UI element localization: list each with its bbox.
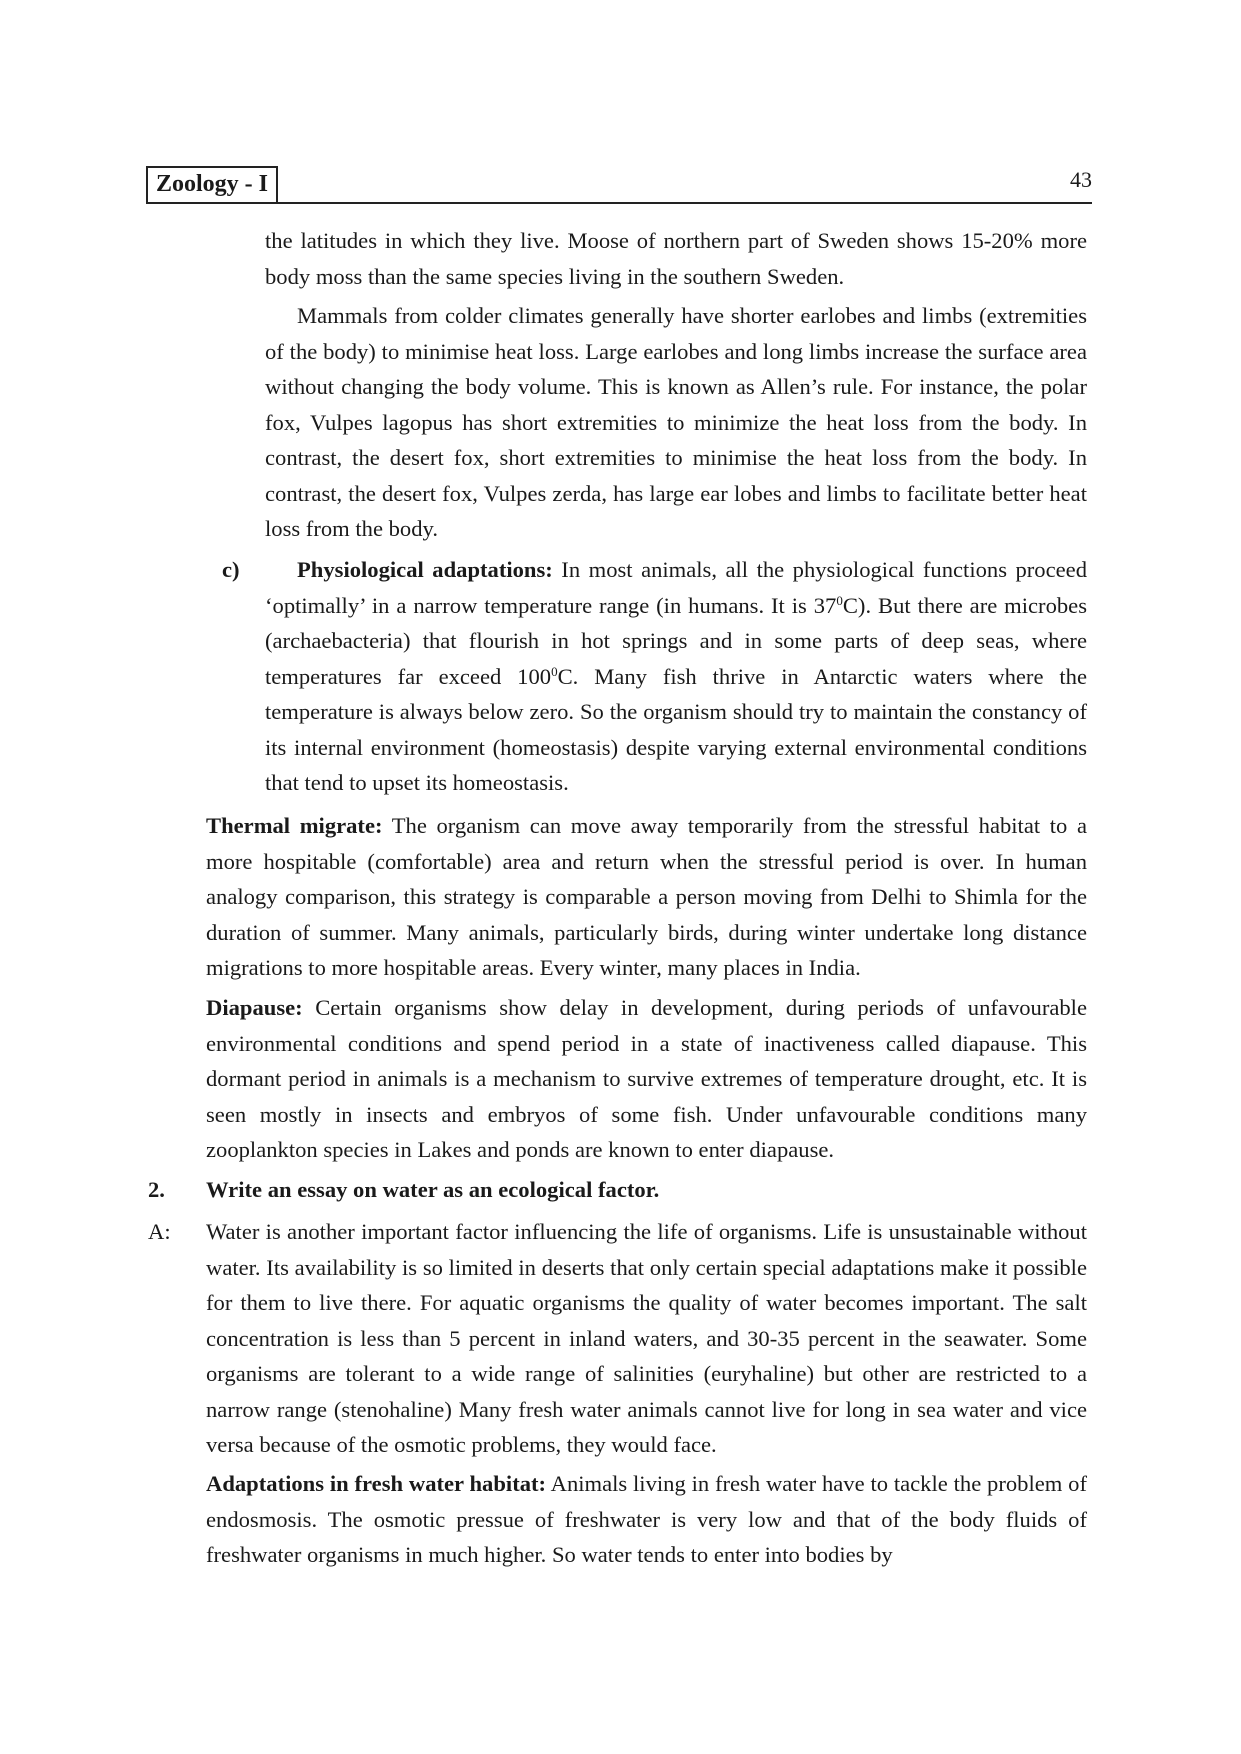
- paragraph-continuation: the latitudes in which they live. Moose of northern part of Sweden shows 15-20% more body moss than the same species living in the southern Sweden.: [265, 228, 1087, 289]
- physiological-label: Physiological adaptations:: [297, 557, 553, 582]
- page-number: 43: [1070, 167, 1092, 192]
- paragraph-physiological-adaptations: [265, 552, 1087, 801]
- thermal-text: The organism can move away temporarily from the stressful habitat to a more hospitable (comfortable) area and return when the stressful period is over. In human analogy comparison, this strategy is comparable a person moving from Delhi to Shimla for the duration of summer. Many animals, particularly birds, during winter undertake long distance migrations to more hospitable areas. Every winter, many places in India.: [206, 813, 1087, 980]
- diapause-label: Diapause:: [206, 995, 303, 1020]
- page-header: [146, 166, 1092, 204]
- degree-sup-2: 0: [551, 663, 558, 679]
- question-text: Write an essay on water as an ecological factor.: [206, 1177, 660, 1202]
- paragraph-answer-water: Water is another important factor influencing the life of organisms. Life is unsustainable without water. Its availability is so limited in deserts that only certain special adaptations make it possible for them to live there. For aquatic organisms the quality of water becomes important. The salt concentration is less than 5 percent in inland waters, and 30-35 percent in the seawater. Some organisms are tolerant to a wide range of salinities (euryhaline) but other are restricted to a narrow range (stenohaline) Many fresh water animals cannot live for long in sea water and vice versa because of the osmotic problems, they would face.: [206, 1219, 1087, 1457]
- paragraph-fresh-water-adaptations: [206, 1466, 1087, 1573]
- question-number: 2.: [148, 1177, 165, 1202]
- degree-sup-1: 0: [836, 592, 843, 608]
- paragraph-allens-rule: Mammals from colder climates generally have shorter earlobes and limbs (extremities of the body) to minimise heat loss. Large earlobes and long limbs increase the surface area without changing the body volume. This is known as Allen’s rule. For instance, the polar fox, Vulpes lagopus has short extremities to minimize the heat loss from the body. In contrast, the desert fox, short extremities to minimise the heat loss from the body. In contrast, the desert fox, Vulpes zerda, has large ear lobes and limbs to facilitate better heat loss from the body.: [265, 303, 1087, 541]
- header-title: Zoology - I: [146, 166, 278, 204]
- paragraph-thermal-migrate: [206, 808, 1087, 986]
- answer-marker: A:: [148, 1219, 171, 1244]
- fresh-water-label: Adaptations in fresh water habitat:: [206, 1471, 547, 1496]
- thermal-label: Thermal migrate:: [206, 813, 383, 838]
- physiological-text-3: C. Many fish thrive in Antarctic waters where the temperature is always below zero. So the organism should try to maintain the constancy of its internal environment (homeostasis) despite varying external environmental conditions that tend to upset its homeostasis.: [265, 663, 1087, 795]
- fresh-water-text: Animals living in fresh water have to tackle the problem of endosmosis. The osmotic pressue of freshwater is very low and that of the body fluids of freshwater organisms in much higher. So water tends to enter into bodies by: [206, 1471, 1087, 1567]
- diapause-text: Certain organisms show delay in development, during periods of unfavourable environmental conditions and spend period in a state of inactiveness called diapause. This dormant period in animals is a mechanism to survive extremes of temperature drought, etc. It is seen mostly in insects and embryos of some fish. Under unfavourable conditions many zooplankton species in Lakes and ponds are known to enter diapause.: [206, 995, 1087, 1162]
- list-marker-c: c): [222, 557, 240, 582]
- physiological-text-2: C). But there are microbes (archaebacteria) that flourish in hot springs and in some parts of deep seas, where temperatures far exceed 100: [265, 592, 1087, 689]
- paragraph-diapause: [206, 990, 1087, 1168]
- physiological-text-1: In most animals, all the physiological functions proceed ‘optimally’ in a narrow temperature range (in humans. It is 37: [265, 557, 1087, 618]
